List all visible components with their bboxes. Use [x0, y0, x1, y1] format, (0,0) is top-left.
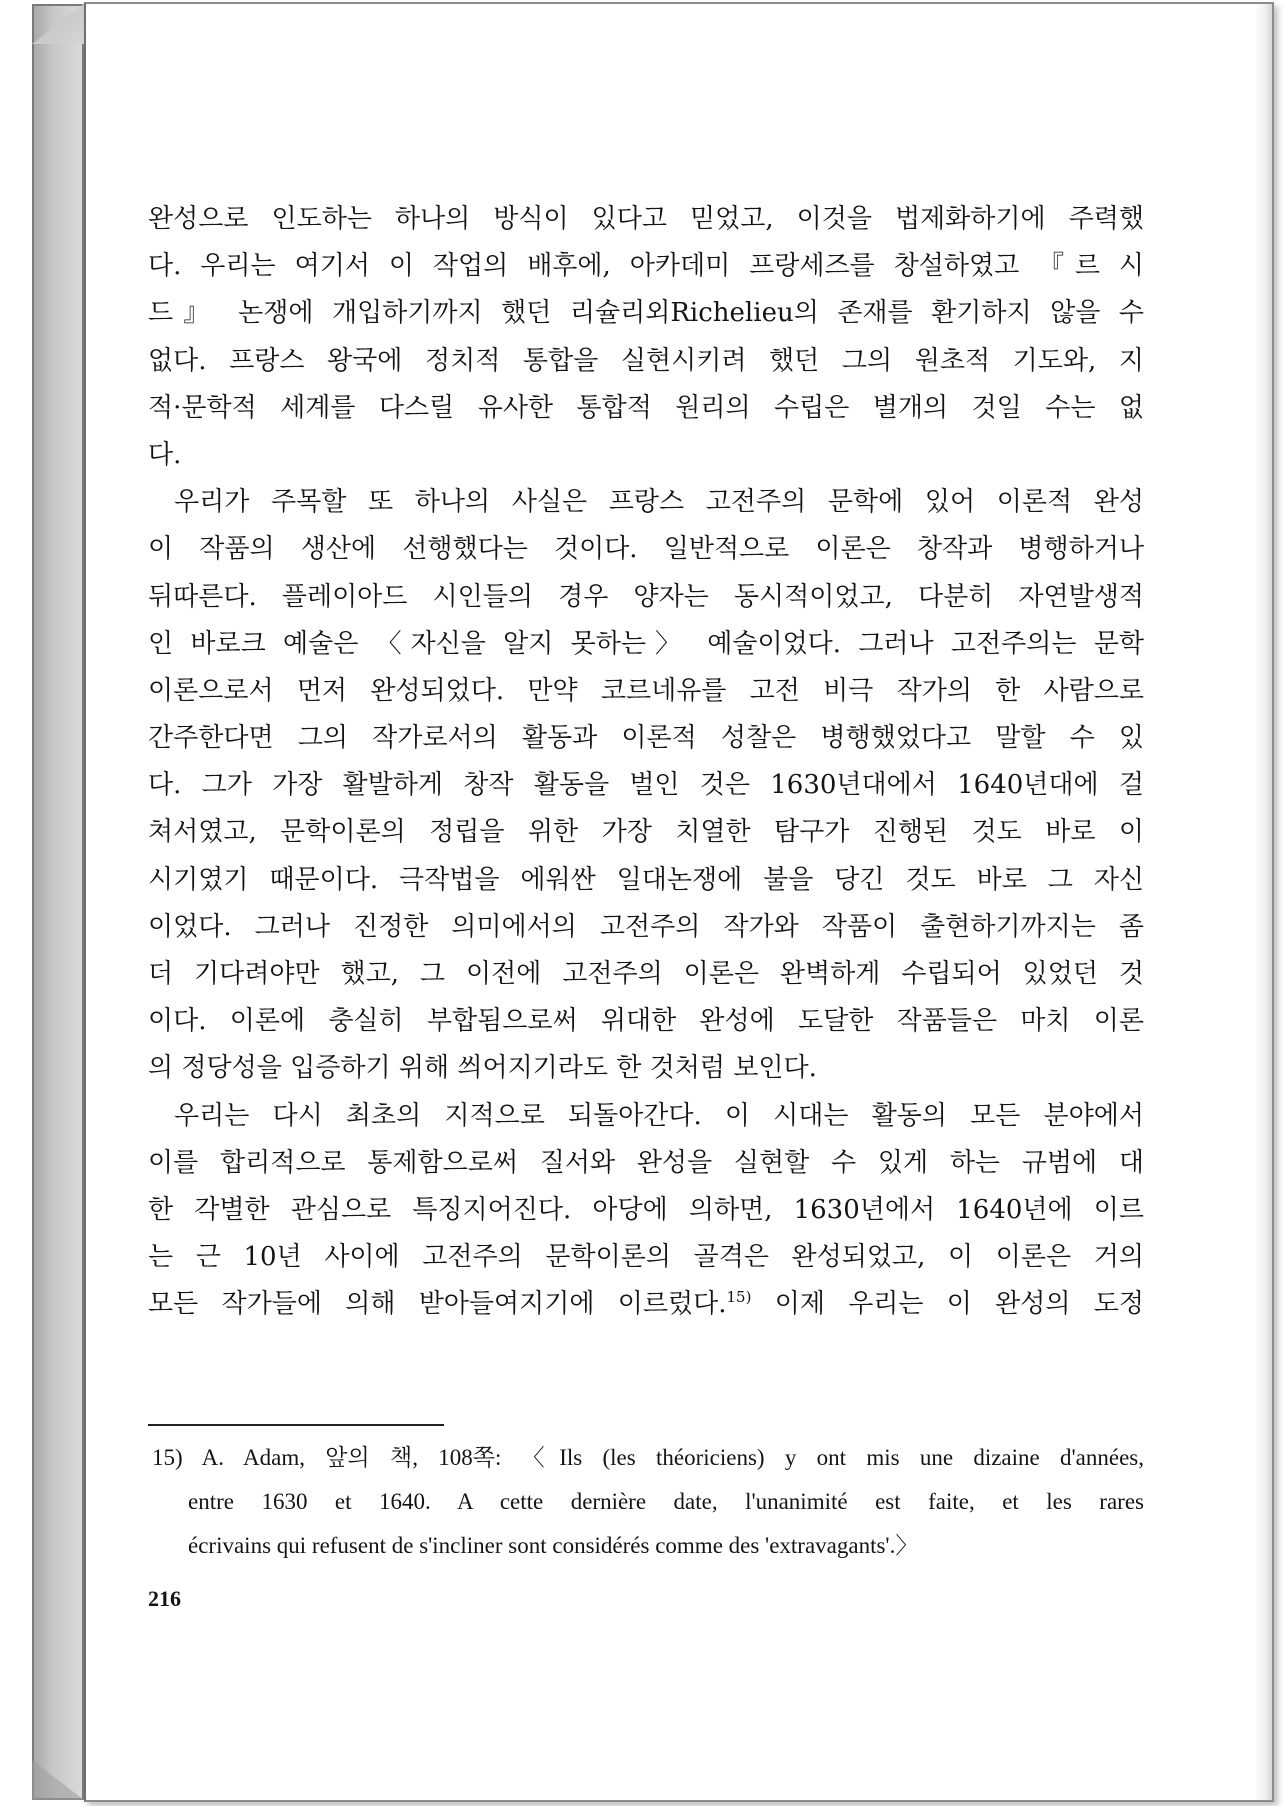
- body-line: 없다. 프랑스 왕국에 정치적 통합을 실현시키려 했던 그의 원초적 기도와, 지: [148, 345, 1144, 376]
- body-line: 적·문학적 세계를 다스릴 유사한 통합적 원리의 수립은 별개의 것일 수는 없: [148, 392, 1144, 423]
- body-line: 이를 합리적으로 통제함으로써 질서와 완성을 실현할 수 있게 하는 규범에 대: [148, 1147, 1144, 1178]
- body-line: 우리가 주목할 또 하나의 사실은 프랑스 고전주의 문학에 있어 이론적 완성: [174, 487, 1144, 518]
- body-line: 시기였기 때문이다. 극작법을 에워싼 일대논쟁에 불을 당긴 것도 바로 그 자신: [148, 864, 1144, 895]
- body-line: 간주한다면 그의 작가로서의 활동과 이론적 성찰은 병행했었다고 말할 수 있: [148, 723, 1144, 754]
- body-line: 의 정당성을 입증하기 위해 씌어지기라도 한 것처럼 보인다.: [148, 1053, 817, 1084]
- page-number: 216: [148, 1586, 181, 1611]
- body-line: 뒤따른다. 플레이아드 시인들의 경우 양자는 동시적이었고, 다분히 자연발생적: [148, 581, 1144, 612]
- body-line: 이 작품의 생산에 선행했다는 것이다. 일반적으로 이론은 창작과 병행하거나: [148, 534, 1144, 565]
- footnote-line: 15) A. Adam, 앞의 책, 108쪽: 〈Ils (les théoriciens) y ont mis une dizaine d'années,: [152, 1445, 1144, 1470]
- body-line-last: [148, 1281, 1144, 1328]
- body-line-text: 모든 작가들에 의해 받아들여지기에 이르렀다.: [148, 1289, 727, 1320]
- footnote-line: entre 1630 et 1640. A cette dernière date, l'unanimité est faite, et les rares: [188, 1489, 1144, 1514]
- body-text: [148, 196, 1144, 1329]
- body-line: 인 바로크 예술은 〈자신을 알지 못하는〉 예술이었다. 그러나 고전주의는 문학: [148, 628, 1144, 659]
- book-spine: [32, 4, 84, 1800]
- body-line: 다.: [148, 439, 182, 470]
- footnote-line: écrivains qui refusent de s'incliner sont considérés comme des 'extravagants'.〉: [188, 1533, 919, 1558]
- body-line: 이다. 이론에 충실히 부합됨으로써 위대한 완성에 도달한 작품들은 마치 이론: [148, 1006, 1144, 1037]
- body-line: 더 기다려야만 했고, 그 이전에 고전주의 이론은 완벽하게 수립되어 있었던 것: [148, 959, 1144, 989]
- body-line: 다. 그가 가장 활발하게 창작 활동을 벌인 것은 1630년대에서 1640년대에 걸: [148, 770, 1144, 801]
- body-line: 한 각별한 관심으로 특징지어진다. 아당에 의하면, 1630년에서 1640년에 이르: [148, 1194, 1144, 1225]
- body-line-text: 이제 우리는 이 완성의 도정: [751, 1289, 1145, 1320]
- body-line: 는 근 10년 사이에 고전주의 문학이론의 골격은 완성되었고, 이 이론은 거의: [148, 1242, 1144, 1273]
- body-line: 이론으로서 먼저 완성되었다. 만약 코르네유를 고전 비극 작가의 한 사람으로: [148, 675, 1144, 706]
- footnote-reference: 15): [726, 1288, 752, 1307]
- page-right-edge: [1254, 4, 1272, 1800]
- body-line: 완성으로 인도하는 하나의 방식이 있다고 믿었고, 이것을 법제화하기에 주력했: [148, 204, 1144, 234]
- footnote: [152, 1436, 1144, 1568]
- body-line: 이었다. 그러나 진정한 의미에서의 고전주의 작가와 작품이 출현하기까지는 좀: [148, 911, 1144, 942]
- body-line: 우리는 다시 최초의 지적으로 되돌아간다. 이 시대는 활동의 모든 분야에서: [174, 1100, 1144, 1131]
- body-line: 드』 논쟁에 개입하기까지 했던 리슐리외Richelieu의 존재를 환기하지 않을 수: [148, 298, 1144, 329]
- footnote-divider: [148, 1424, 444, 1426]
- body-line: 쳐서였고, 문학이론의 정립을 위한 가장 치열한 탐구가 진행된 것도 바로 이: [148, 817, 1144, 848]
- body-line: 다. 우리는 여기서 이 작업의 배후에, 아카데미 프랑세즈를 창설하였고 『르 시: [148, 251, 1144, 282]
